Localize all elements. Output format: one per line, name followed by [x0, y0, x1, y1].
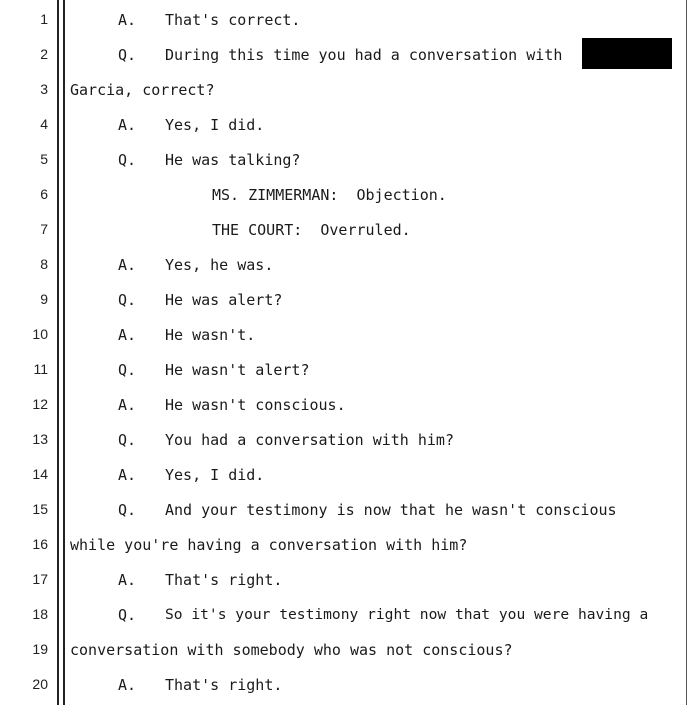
speaker-tag: A.: [118, 571, 137, 589]
transcript-line: [0, 320, 700, 355]
transcript-line: [0, 670, 700, 705]
redaction-box: [582, 38, 672, 69]
transcript-line: [0, 75, 700, 110]
line-text: He wasn't alert?: [165, 361, 310, 379]
transcript-line: [0, 635, 700, 670]
line-text: And your testimony is now that he wasn't conscious: [165, 501, 617, 519]
transcript-line: [0, 285, 700, 320]
line-text: He was talking?: [165, 151, 301, 169]
line-text: That's correct.: [165, 11, 301, 29]
line-number: 16: [32, 536, 48, 552]
line-text: He wasn't conscious.: [165, 396, 346, 414]
transcript-line: [0, 530, 700, 565]
speaker-tag: Q.: [118, 361, 137, 379]
line-number: 20: [32, 676, 48, 692]
speaker-tag: Q.: [118, 46, 137, 64]
line-number: 6: [40, 186, 48, 202]
line-text: So it's your testimony right now that you were having a: [165, 606, 649, 623]
speaker-tag: A.: [118, 256, 137, 274]
line-number: 7: [40, 221, 48, 237]
speaker-tag: A.: [118, 676, 137, 694]
line-number: 4: [40, 116, 48, 132]
line-number: 9: [40, 291, 48, 307]
line-text: Yes, I did.: [165, 466, 265, 484]
transcript-line: [0, 5, 700, 40]
line-text: He wasn't.: [165, 326, 256, 344]
line-number: 5: [40, 151, 48, 167]
line-number: 13: [32, 431, 48, 447]
line-number: 15: [32, 501, 48, 517]
transcript-line: [0, 460, 700, 495]
line-number: 1: [40, 11, 48, 27]
line-number: 12: [32, 396, 48, 412]
line-number: 10: [32, 326, 48, 342]
transcript-line: [0, 180, 700, 215]
transcript-line: [0, 495, 700, 530]
line-text: That's right.: [165, 571, 283, 589]
speaker-tag: Q.: [118, 291, 137, 309]
speaker-tag: Q.: [118, 501, 137, 519]
transcript-line: [0, 425, 700, 460]
line-text: Garcia, correct?: [70, 81, 215, 99]
line-text: while you're having a conversation with him?: [70, 536, 468, 554]
transcript-line: [0, 390, 700, 425]
line-text: THE COURT: Overruled.: [212, 221, 411, 239]
line-number: 3: [40, 81, 48, 97]
line-number: 2: [40, 46, 48, 62]
transcript-line: [0, 215, 700, 250]
line-number: 14: [32, 466, 48, 482]
line-text: During this time you had a conversation with: [165, 46, 563, 64]
speaker-tag: Q.: [118, 431, 137, 449]
transcript-line: [0, 250, 700, 285]
speaker-tag: A.: [118, 116, 137, 134]
line-number: 11: [33, 361, 48, 377]
speaker-tag: A.: [118, 396, 137, 414]
line-number: 8: [40, 256, 48, 272]
transcript-line: [0, 355, 700, 390]
transcript-line: [0, 145, 700, 180]
speaker-tag: Q.: [118, 606, 137, 624]
speaker-tag: A.: [118, 326, 137, 344]
line-text: Yes, he was.: [165, 256, 274, 274]
line-number: 17: [32, 571, 48, 587]
line-number: 18: [32, 606, 48, 622]
line-text: He was alert?: [165, 291, 283, 309]
speaker-tag: Q.: [118, 151, 137, 169]
line-text: conversation with somebody who was not conscious?: [70, 641, 513, 659]
line-number: 19: [32, 641, 48, 657]
line-text: Yes, I did.: [165, 116, 265, 134]
line-text: That's right.: [165, 676, 283, 694]
speaker-tag: A.: [118, 11, 137, 29]
line-text: MS. ZIMMERMAN: Objection.: [212, 186, 447, 204]
line-text: You had a conversation with him?: [165, 431, 454, 449]
transcript-line: [0, 565, 700, 600]
speaker-tag: A.: [118, 466, 137, 484]
transcript-line: [0, 600, 700, 635]
transcript-line: [0, 110, 700, 145]
